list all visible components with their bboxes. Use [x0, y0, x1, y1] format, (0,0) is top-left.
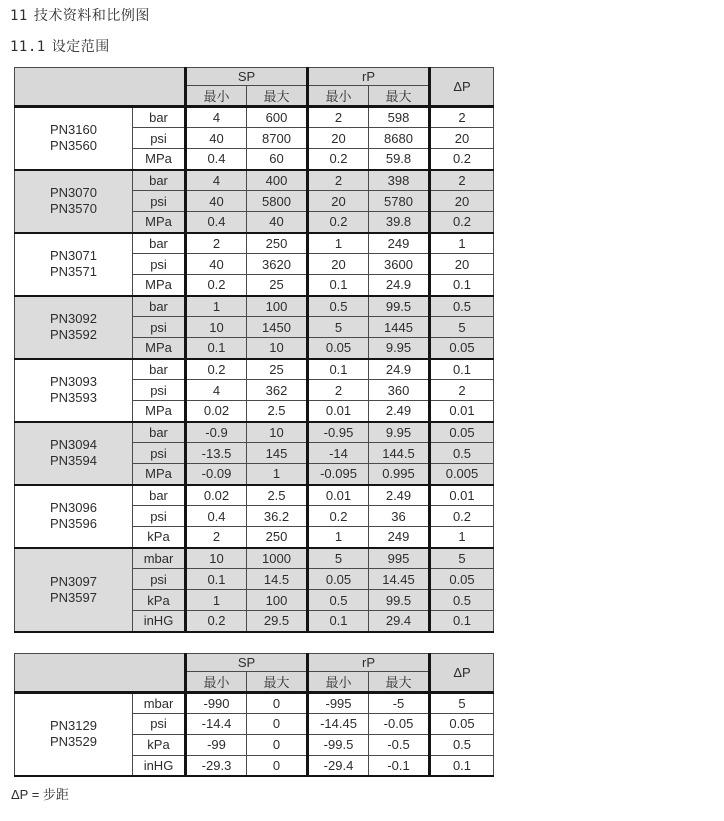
- unit-cell: psi: [133, 254, 186, 275]
- value-cell: 2: [430, 107, 494, 128]
- column-header-rp: rP: [308, 68, 430, 86]
- value-cell: 3600: [369, 254, 430, 275]
- unit-cell: MPa: [133, 338, 186, 359]
- unit-cell: inHG: [133, 611, 186, 632]
- unit-cell: MPa: [133, 149, 186, 170]
- value-cell: -0.5: [369, 734, 430, 755]
- value-cell: 2: [186, 527, 247, 548]
- value-cell: 24.9: [369, 275, 430, 296]
- table-row: [15, 485, 494, 506]
- value-cell: 0.1: [430, 611, 494, 632]
- table-row: [15, 548, 494, 569]
- table-row: [15, 296, 494, 317]
- column-header-rp-min: 最小: [308, 671, 369, 692]
- value-cell: 250: [247, 233, 308, 254]
- unit-cell: MPa: [133, 464, 186, 485]
- value-cell: 145: [247, 443, 308, 464]
- table-row: [15, 233, 494, 254]
- value-cell: 0.01: [308, 485, 369, 506]
- value-cell: 20: [308, 254, 369, 275]
- column-header-sp-max: 最大: [247, 671, 308, 692]
- value-cell: 40: [247, 212, 308, 233]
- value-cell: 0: [247, 734, 308, 755]
- setting-range-table-1: [14, 67, 494, 633]
- table-row: [15, 422, 494, 443]
- value-cell: 3620: [247, 254, 308, 275]
- value-cell: 598: [369, 107, 430, 128]
- value-cell: 4: [186, 170, 247, 191]
- unit-cell: MPa: [133, 212, 186, 233]
- unit-cell: psi: [133, 443, 186, 464]
- model-cell: PN3096 PN3596: [15, 485, 133, 548]
- value-cell: -0.095: [308, 464, 369, 485]
- column-header-sp-min: 最小: [186, 671, 247, 692]
- unit-cell: psi: [133, 506, 186, 527]
- value-cell: 249: [369, 527, 430, 548]
- value-cell: 0.05: [430, 713, 494, 734]
- value-cell: -0.05: [369, 713, 430, 734]
- section-title-text: 技术资料和比例图: [33, 7, 150, 23]
- value-cell: 0.2: [430, 149, 494, 170]
- value-cell: -990: [186, 692, 247, 713]
- value-cell: 5: [430, 548, 494, 569]
- value-cell: 1: [430, 233, 494, 254]
- unit-cell: bar: [133, 422, 186, 443]
- value-cell: 0.02: [186, 485, 247, 506]
- delta-p-footnote: ΔP = 步距: [11, 787, 69, 802]
- table-row: [15, 359, 494, 380]
- value-cell: 144.5: [369, 443, 430, 464]
- value-cell: 5: [430, 317, 494, 338]
- value-cell: -14: [308, 443, 369, 464]
- unit-cell: bar: [133, 485, 186, 506]
- column-header-sp: SP: [186, 653, 308, 671]
- value-cell: 1: [186, 590, 247, 611]
- value-cell: 0.01: [430, 401, 494, 422]
- unit-cell: psi: [133, 569, 186, 590]
- table-body: [15, 692, 494, 776]
- value-cell: 1: [308, 527, 369, 548]
- unit-cell: inHG: [133, 755, 186, 776]
- value-cell: 0.1: [308, 275, 369, 296]
- column-header-rp: rP: [308, 653, 430, 671]
- unit-cell: MPa: [133, 275, 186, 296]
- value-cell: 362: [247, 380, 308, 401]
- table-corner-cell: [15, 653, 186, 692]
- value-cell: 59.8: [369, 149, 430, 170]
- value-cell: 0.5: [430, 734, 494, 755]
- value-cell: 0: [247, 713, 308, 734]
- value-cell: 1445: [369, 317, 430, 338]
- value-cell: 5780: [369, 191, 430, 212]
- value-cell: 20: [308, 128, 369, 149]
- table-header: [15, 68, 494, 107]
- unit-cell: psi: [133, 191, 186, 212]
- unit-cell: psi: [133, 713, 186, 734]
- value-cell: 1: [247, 464, 308, 485]
- table-row: [15, 170, 494, 191]
- column-header-dp: ΔP: [430, 653, 494, 692]
- unit-cell: kPa: [133, 590, 186, 611]
- value-cell: 25: [247, 275, 308, 296]
- subsection-title-text: 设定范围: [51, 38, 110, 54]
- value-cell: 20: [430, 254, 494, 275]
- model-cell: PN3097 PN3597: [15, 548, 133, 632]
- value-cell: 0.4: [186, 506, 247, 527]
- value-cell: -0.1: [369, 755, 430, 776]
- value-cell: 2: [430, 380, 494, 401]
- value-cell: 36: [369, 506, 430, 527]
- value-cell: 5800: [247, 191, 308, 212]
- value-cell: 2.49: [369, 485, 430, 506]
- value-cell: 40: [186, 128, 247, 149]
- value-cell: 398: [369, 170, 430, 191]
- value-cell: 5: [308, 548, 369, 569]
- value-cell: -5: [369, 692, 430, 713]
- unit-cell: bar: [133, 296, 186, 317]
- column-header-rp-max: 最大: [369, 86, 430, 107]
- value-cell: 2.5: [247, 485, 308, 506]
- value-cell: 14.5: [247, 569, 308, 590]
- column-header-dp: ΔP: [430, 68, 494, 107]
- value-cell: 0.01: [308, 401, 369, 422]
- page-subtitle: [10, 38, 724, 56]
- value-cell: 0.05: [308, 569, 369, 590]
- setting-range-table-2: [14, 653, 494, 778]
- value-cell: 1000: [247, 548, 308, 569]
- value-cell: 400: [247, 170, 308, 191]
- value-cell: 0.02: [186, 401, 247, 422]
- value-cell: -13.5: [186, 443, 247, 464]
- value-cell: 0.4: [186, 212, 247, 233]
- value-cell: 39.8: [369, 212, 430, 233]
- value-cell: 0.2: [430, 212, 494, 233]
- model-cell: PN3129 PN3529: [15, 692, 133, 776]
- value-cell: 100: [247, 296, 308, 317]
- model-cell: PN3160 PN3560: [15, 107, 133, 170]
- table-header: [15, 653, 494, 692]
- column-header-rp-min: 最小: [308, 86, 369, 107]
- column-header-sp-max: 最大: [247, 86, 308, 107]
- value-cell: 600: [247, 107, 308, 128]
- value-cell: 60: [247, 149, 308, 170]
- unit-cell: psi: [133, 380, 186, 401]
- value-cell: 9.95: [369, 422, 430, 443]
- value-cell: 0.05: [308, 338, 369, 359]
- unit-cell: bar: [133, 359, 186, 380]
- table-corner-cell: [15, 68, 186, 107]
- value-cell: 0.1: [430, 275, 494, 296]
- unit-cell: psi: [133, 317, 186, 338]
- value-cell: 14.45: [369, 569, 430, 590]
- value-cell: -14.45: [308, 713, 369, 734]
- value-cell: 0.5: [430, 443, 494, 464]
- column-header-sp: SP: [186, 68, 308, 86]
- value-cell: 99.5: [369, 590, 430, 611]
- unit-cell: mbar: [133, 692, 186, 713]
- value-cell: 4: [186, 107, 247, 128]
- value-cell: 2: [308, 170, 369, 191]
- subsection-number: 11.1: [10, 39, 46, 55]
- value-cell: 0.05: [430, 422, 494, 443]
- value-cell: -0.9: [186, 422, 247, 443]
- value-cell: 2: [430, 170, 494, 191]
- unit-cell: bar: [133, 107, 186, 128]
- unit-cell: MPa: [133, 401, 186, 422]
- value-cell: 29.4: [369, 611, 430, 632]
- value-cell: -29.4: [308, 755, 369, 776]
- value-cell: 0.2: [186, 359, 247, 380]
- value-cell: 0.2: [308, 506, 369, 527]
- value-cell: 0.2: [308, 149, 369, 170]
- value-cell: 5: [430, 692, 494, 713]
- model-cell: PN3094 PN3594: [15, 422, 133, 485]
- value-cell: 1: [186, 296, 247, 317]
- value-cell: 10: [247, 338, 308, 359]
- value-cell: 100: [247, 590, 308, 611]
- value-cell: 0: [247, 755, 308, 776]
- value-cell: 0.5: [430, 590, 494, 611]
- unit-cell: bar: [133, 170, 186, 191]
- value-cell: 0.01: [430, 485, 494, 506]
- value-cell: 4: [186, 380, 247, 401]
- value-cell: 1450: [247, 317, 308, 338]
- value-cell: 0.1: [308, 611, 369, 632]
- value-cell: 0.1: [186, 569, 247, 590]
- value-cell: 9.95: [369, 338, 430, 359]
- value-cell: 0.005: [430, 464, 494, 485]
- unit-cell: kPa: [133, 734, 186, 755]
- value-cell: 0.1: [186, 338, 247, 359]
- model-cell: PN3092 PN3592: [15, 296, 133, 359]
- model-cell: PN3070 PN3570: [15, 170, 133, 233]
- value-cell: 8700: [247, 128, 308, 149]
- table-row: [15, 692, 494, 713]
- column-header-sp-min: 最小: [186, 86, 247, 107]
- value-cell: 40: [186, 254, 247, 275]
- value-cell: 29.5: [247, 611, 308, 632]
- value-cell: 36.2: [247, 506, 308, 527]
- value-cell: 0.995: [369, 464, 430, 485]
- value-cell: -29.3: [186, 755, 247, 776]
- value-cell: 0.5: [430, 296, 494, 317]
- value-cell: 0.05: [430, 569, 494, 590]
- value-cell: -0.09: [186, 464, 247, 485]
- value-cell: 0.05: [430, 338, 494, 359]
- value-cell: 0.5: [308, 296, 369, 317]
- value-cell: 249: [369, 233, 430, 254]
- value-cell: -0.95: [308, 422, 369, 443]
- value-cell: 0.2: [186, 611, 247, 632]
- value-cell: 2: [308, 380, 369, 401]
- value-cell: 20: [430, 191, 494, 212]
- value-cell: 2.5: [247, 401, 308, 422]
- value-cell: 5: [308, 317, 369, 338]
- value-cell: 2: [186, 233, 247, 254]
- value-cell: 360: [369, 380, 430, 401]
- value-cell: 1: [308, 233, 369, 254]
- value-cell: 20: [308, 191, 369, 212]
- unit-cell: psi: [133, 128, 186, 149]
- value-cell: 2: [308, 107, 369, 128]
- table-row: [15, 107, 494, 128]
- value-cell: 0.5: [308, 590, 369, 611]
- value-cell: 10: [247, 422, 308, 443]
- unit-cell: mbar: [133, 548, 186, 569]
- value-cell: -14.4: [186, 713, 247, 734]
- column-header-rp-max: 最大: [369, 671, 430, 692]
- unit-cell: kPa: [133, 527, 186, 548]
- unit-cell: bar: [133, 233, 186, 254]
- value-cell: 10: [186, 317, 247, 338]
- value-cell: 2.49: [369, 401, 430, 422]
- section-number: 11: [10, 8, 28, 24]
- value-cell: 0.4: [186, 149, 247, 170]
- page-title: [10, 7, 724, 25]
- table-body: [15, 107, 494, 632]
- value-cell: 250: [247, 527, 308, 548]
- value-cell: 0: [247, 692, 308, 713]
- value-cell: -99: [186, 734, 247, 755]
- value-cell: -995: [308, 692, 369, 713]
- value-cell: 40: [186, 191, 247, 212]
- value-cell: 20: [430, 128, 494, 149]
- value-cell: 0.2: [186, 275, 247, 296]
- value-cell: 0.1: [430, 755, 494, 776]
- value-cell: -99.5: [308, 734, 369, 755]
- value-cell: 10: [186, 548, 247, 569]
- value-cell: 8680: [369, 128, 430, 149]
- value-cell: 25: [247, 359, 308, 380]
- value-cell: 99.5: [369, 296, 430, 317]
- model-cell: PN3071 PN3571: [15, 233, 133, 296]
- value-cell: 0.1: [430, 359, 494, 380]
- value-cell: 0.2: [308, 212, 369, 233]
- value-cell: 0.2: [430, 506, 494, 527]
- value-cell: 0.1: [308, 359, 369, 380]
- value-cell: 995: [369, 548, 430, 569]
- model-cell: PN3093 PN3593: [15, 359, 133, 422]
- value-cell: 1: [430, 527, 494, 548]
- value-cell: 24.9: [369, 359, 430, 380]
